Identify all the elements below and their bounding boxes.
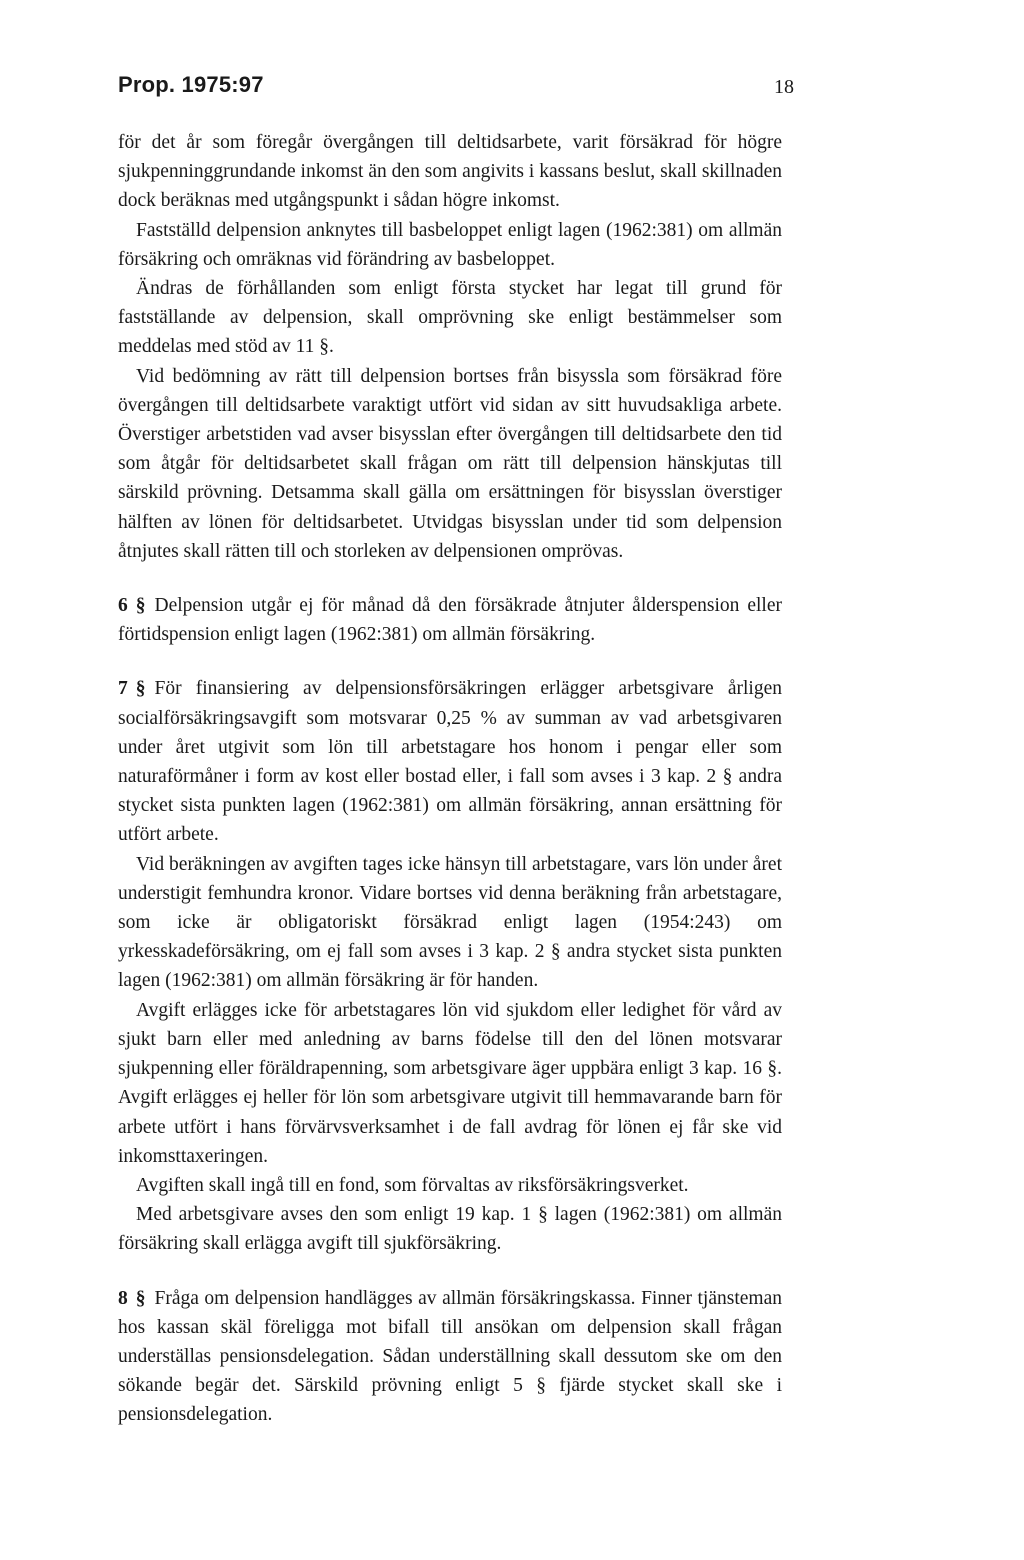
section-sign: § [135,595,146,617]
paragraph: Vid beräkningen av avgiften tages icke hänsyn till arbetstagare, vars lön under året understigit femhundra kronor. Vidare bortses vid denna beräkning från arbetstagare, som icke är obligatoriskt försäkrad enligt lagen (1954:243) om yrkesskadeförsäkring, om ej fall som avses i 3 kap. 2 § andra stycket sista punkten lagen (1962:381) om allmän försäkring är för handen. [118,853,782,992]
paragraph: Fastställd delpension anknytes till basbeloppet enligt lagen (1962:381) om allmän försäkring och omräknas vid förändring av basbeloppet. [118,219,782,270]
paragraph: Vid bedömning av rätt till delpension bortses från bisyssla som försäkrad före övergången till deltidsarbete varaktigt utfört vid sidan av sitt huvudsakliga arbete. Överstiger arbetstiden vad avser bisysslan efter övergången till deltidsarbete den tid som åtgår för deltidsarbetet skall frågan om rätt till delpension hänskjutas till särskild prövning. Detsamma skall gälla om ersättningen för bisysslan överstiger hälften av lönen för deltidsarbetet. Utvidgas bisysslan under tid som delpension åtnjutes skall rätten till och storleken av delpensionen omprövas. [118,365,782,562]
section-8 [118,1284,782,1430]
paragraph: för det år som föregår övergången till deltidsarbete, varit försäkrad för högre sjukpenninggrundande inkomst än den som angivits i kassans beslut, skall skillnaden dock beräknas med utgångspunkt i sådan högre inkomst. [118,132,782,212]
paragraph-text: För finansiering av delpensionsförsäkringen erlägger arbetsgivare årligen socialförsäkringsavgift som motsvarar 0,25 % av summan av vad arbetsgivaren under året utgivit som lön till arbetstagare hos honom i pengar eller som naturaförmåner i form av kost eller bostad eller, i fall som avses i 3 kap. 2 § andra stycket sista punkten lagen (1962:381) om allmän försäkring, annan ersättning för utfört arbete. [118,678,782,846]
paragraph-text: Delpension utgår ej för månad då den försäkrade åtnjuter ålderspension eller förtidspension enligt lagen (1962:381) om allmän försäkring. [118,595,782,646]
paragraph: Med arbetsgivare avses den som enligt 19 kap. 1 § lagen (1962:381) om allmän försäkring skall erlägga avgift till sjukförsäkring. [118,1204,782,1255]
paragraph-text: Fråga om delpension handlägges av allmän försäkringskassa. Finner tjänsteman hos kassan skäl föreligga mot bifall till ansökan om delpension skall frågan underställas pensionsdelegation. Sådan underställning skall dessutom ske om den sökande begär det. Särskild prövning enligt 5 § fjärde stycket skall ske i pensionsdelegation. [118,1287,782,1426]
section-lead-paragraph [118,591,782,649]
section-lead-paragraph [118,674,782,849]
section-number: 6 [118,595,128,617]
section-sign: § [135,1287,146,1309]
section-7 [118,674,782,1258]
page-number: 18 [774,76,794,98]
section-6 [118,591,782,649]
section-sign: § [135,678,146,700]
page-header [118,72,794,104]
paragraph: Avgiften skall ingå till en fond, som förvaltas av riksförsäkringsverket. [136,1174,689,1196]
body-text [118,128,782,1430]
section-number: 8 [118,1287,128,1309]
document-reference: Prop. 1975:97 [118,72,264,97]
section-number: 7 [118,678,128,700]
paragraph: Avgift erlägges icke för arbetstagares lön vid sjukdom eller ledighet för vård av sjukt barn eller med anledning av barns födelse till den del lönen motsvarar sjukpenning eller föräldrapenning, som arbetsgivare äger uppbära enligt 3 kap. 16 §. Avgift erlägges ej heller för lön som arbetsgivare utgivit till hemmavarande barn för arbete utfört i hans förvärvsverksamhet i de fall avdrag för lönen ej får ske vid inkomsttaxeringen. [118,999,782,1167]
intro-block [118,128,782,566]
section-lead-paragraph [118,1284,782,1430]
paragraph: Ändras de förhållanden som enligt första stycket har legat till grund för fastställande av delpension, skall omprövning ske enligt bestämmelser som meddelas med stöd av 11 §. [118,278,782,358]
